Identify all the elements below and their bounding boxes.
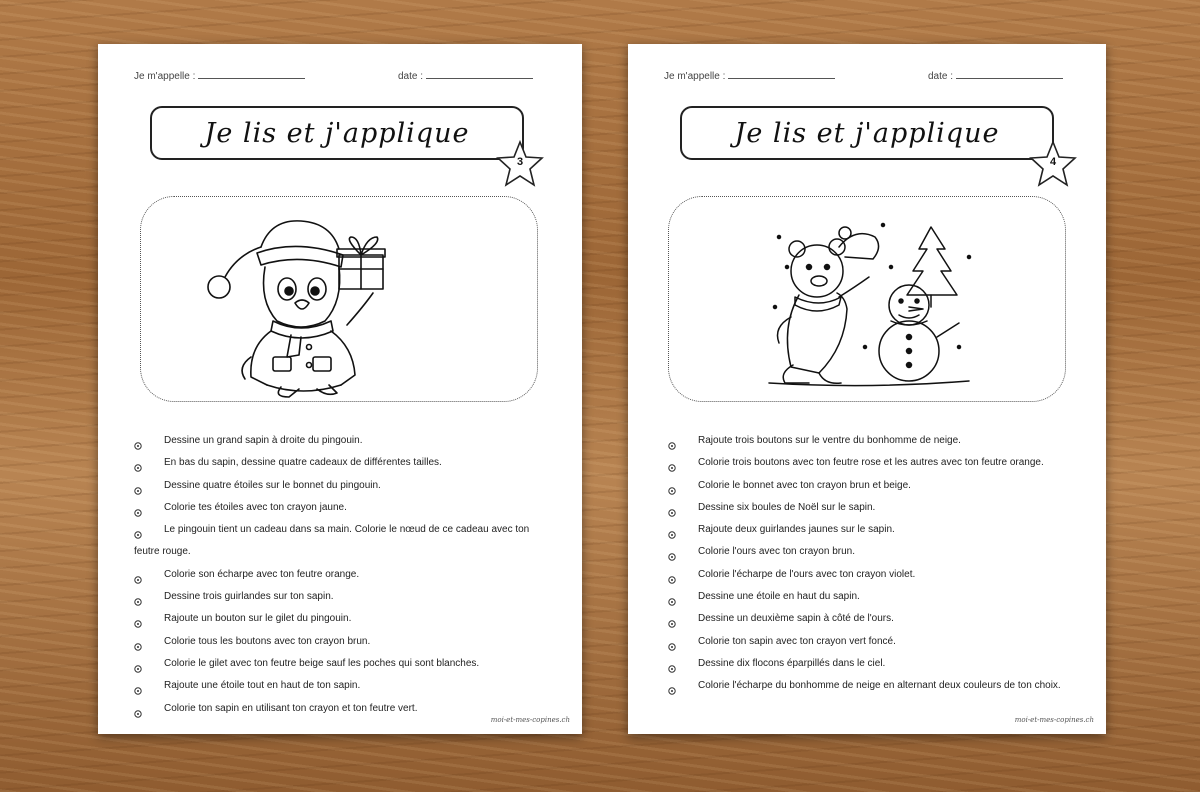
name-field: [134, 69, 305, 82]
bear-and-snowman-icon: [669, 197, 1067, 403]
list-item: Rajoute une étoile tout en haut de ton sapin.: [134, 675, 554, 697]
date-blank-line: [956, 69, 1063, 79]
name-blank-line: [728, 69, 835, 79]
list-item: Le pingouin tient un cadeau dans sa main. Colorie le nœud de ce cadeau avec ton feutre rouge.: [134, 524, 530, 558]
snowflake-bullet-icon: [134, 482, 142, 490]
instruction-list: [668, 430, 1088, 698]
list-item: Dessine quatre étoiles sur le bonnet du pingouin.: [134, 475, 554, 497]
page-title: Je lis et j'applique: [204, 117, 470, 149]
date-field: [398, 69, 533, 82]
list-item: Dessine dix flocons éparpillés dans le ciel.: [668, 653, 1088, 675]
snowflake-bullet-icon: [668, 437, 676, 445]
star-badge: [495, 140, 545, 188]
snowflake-bullet-icon: [668, 660, 676, 668]
snowflake-bullet-icon: [668, 615, 676, 623]
snowflake-bullet-icon: [134, 571, 142, 579]
list-item: Colorie l'ours avec ton crayon brun.: [668, 541, 1088, 563]
snowflake-bullet-icon: [668, 638, 676, 646]
list-item: Rajoute trois boutons sur le ventre du bonhomme de neige.: [668, 430, 1088, 452]
snowflake-bullet-icon: [134, 638, 142, 646]
snowflake-bullet-icon: [668, 571, 676, 579]
list-item: Colorie ton sapin en utilisant ton crayon et ton feutre vert.: [134, 698, 554, 720]
footer-watermark: moi-et-mes-copines.ch: [490, 716, 570, 724]
list-item: Colorie tes étoiles avec ton crayon jaune.: [134, 497, 554, 519]
star-badge: [1028, 140, 1078, 188]
penguin-with-gift-icon: [141, 197, 539, 403]
snowflake-bullet-icon: [134, 526, 142, 534]
date-label: date :: [398, 71, 424, 82]
list-item: Dessine trois guirlandes sur ton sapin.: [134, 586, 554, 608]
list-item: Colorie l'écharpe de l'ours avec ton crayon violet.: [668, 564, 1088, 586]
list-item: Rajoute deux guirlandes jaunes sur le sapin.: [668, 519, 1088, 541]
instruction-list: [134, 430, 554, 720]
list-item: Colorie ton sapin avec ton crayon vert foncé.: [668, 631, 1088, 653]
name-label: Je m'appelle :: [664, 71, 726, 82]
snowflake-bullet-icon: [668, 593, 676, 601]
snowflake-bullet-icon: [668, 682, 676, 690]
snowflake-bullet-icon: [134, 504, 142, 512]
date-field: [928, 69, 1063, 82]
list-item: Rajoute un bouton sur le gilet du pingouin.: [134, 608, 554, 630]
list-item: Colorie son écharpe avec ton feutre orange.: [134, 564, 554, 586]
snowflake-bullet-icon: [134, 459, 142, 467]
snowflake-bullet-icon: [668, 548, 676, 556]
snowflake-bullet-icon: [668, 459, 676, 467]
illustration-frame: [140, 196, 538, 402]
date-label: date :: [928, 71, 954, 82]
snowflake-bullet-icon: [134, 705, 142, 713]
snowflake-bullet-icon: [134, 593, 142, 601]
name-field: [664, 69, 835, 82]
snowflake-bullet-icon: [668, 504, 676, 512]
list-item: Dessine une étoile en haut du sapin.: [668, 586, 1088, 608]
list-item: Dessine un deuxième sapin à côté de l'ours.: [668, 608, 1088, 630]
date-blank-line: [426, 69, 533, 79]
list-item: Colorie trois boutons avec ton feutre rose et les autres avec ton feutre orange.: [668, 452, 1088, 474]
illustration-frame: [668, 196, 1066, 402]
list-item: Colorie tous les boutons avec ton crayon brun.: [134, 631, 554, 653]
snowflake-bullet-icon: [668, 482, 676, 490]
name-label: Je m'appelle :: [134, 71, 196, 82]
worksheet-left: [98, 44, 582, 734]
snowflake-bullet-icon: [134, 660, 142, 668]
sheet-number: 3: [516, 156, 524, 168]
list-item: Colorie le bonnet avec ton crayon brun et beige.: [668, 475, 1088, 497]
list-item: Colorie le gilet avec ton feutre beige sauf les poches qui sont blanches.: [134, 653, 554, 675]
snowflake-bullet-icon: [668, 526, 676, 534]
list-item: Colorie l'écharpe du bonhomme de neige en alternant deux couleurs de ton choix.: [668, 675, 1088, 697]
title-banner: [150, 106, 524, 160]
list-item: Dessine un grand sapin à droite du pingouin.: [134, 430, 554, 452]
snowflake-bullet-icon: [134, 437, 142, 445]
name-blank-line: [198, 69, 305, 79]
title-banner: [680, 106, 1054, 160]
worksheet-right: [628, 44, 1106, 734]
snowflake-bullet-icon: [134, 682, 142, 690]
list-item: Dessine six boules de Noël sur le sapin.: [668, 497, 1088, 519]
list-item: En bas du sapin, dessine quatre cadeaux de différentes tailles.: [134, 452, 554, 474]
footer-watermark: moi-et-mes-copines.ch: [1014, 716, 1094, 724]
snowflake-bullet-icon: [134, 615, 142, 623]
sheet-number: 4: [1049, 156, 1057, 168]
page-title: Je lis et j'applique: [734, 117, 1000, 149]
